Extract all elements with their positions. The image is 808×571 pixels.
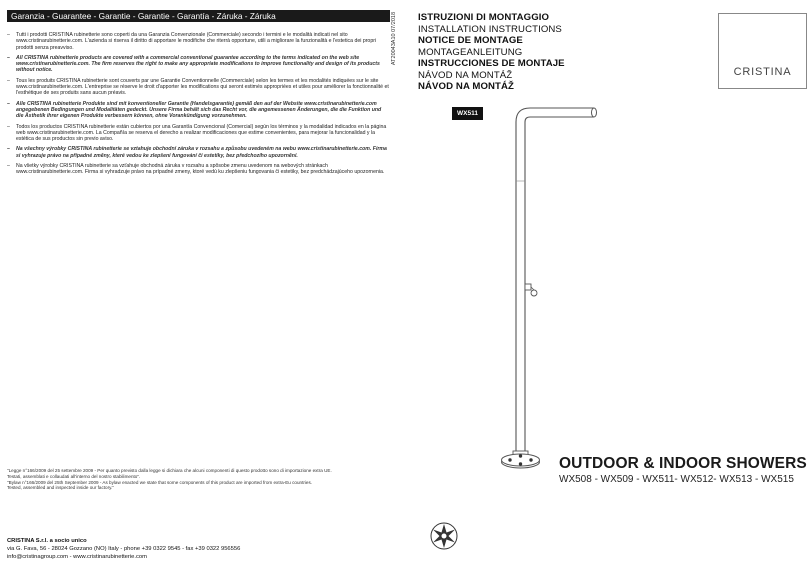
company-name: CRISTINA S.r.l. a socio unico [7,538,87,544]
warranty-paragraph-fr: – Tous les produits CRISTINA rubinetterie sont couverts par une Garantie Conventionnelle (Commerciale) selon les termes et les modalités indiquées sur le site www.cristinarubinetterie.com. L'entreprise se réserve le droit d'apporter les modifications qui seront estimés appropriées et utiles pour améliorer la fonctionnalité et l'esthétique de ses produits sans aucun préavis. [7,78,390,97]
warranty-paragraph-it: – Tutti i prodotti CRISTINA rubinetterie sono coperti da una Garanzia Convenzionale (Commerciale) secondo i termini e le modalità indicati nel sito www.cristinarubinetterie.com. L'azienda si riserva il diritto di apportare le modifiche che riterrà opportune, utili a migliorare la funzionalità e l'estetica dei propri prodotti senza preavviso. [7,32,390,51]
warranty-paragraph-cz: – Na všechny výrobky CRISTINA rubinetterie se vztahuje obchodní záruka v rozsahu a způsobu uvedeném na webu www.cristinarubinetterie.com. Firma si vyhrazuje právo na případné změny, které vedou ke zlepšení fungování či estetiky, bez předchozího upozornění. [7,146,390,159]
title-fr: NOTICE DE MONTAGE [418,35,523,46]
shower-illustration [496,96,606,481]
warranty-paragraphs [7,32,390,180]
star-seal-icon [430,522,458,550]
product-title: OUTDOOR & INDOOR SHOWERS [559,455,807,472]
warranty-paragraph-de: – Alle CRISTINA rubinetterie Produkte sind mit konventioneller Garantie (Handelsgarantie) gemäß den auf der Website www.cristinarubinetterie.com angegebenen Bedingungen und Modalitäten gedeckt. Unsere Firma behält sich das Recht vor, die angemessenen Änderungen, die die Funktion und die Ästhetik ihrer eigenen Produkte verbessern können, ohne Vorankündigung vorzunehmen. [7,101,390,120]
title-cz: NÁVOD NA MONTÁŽ [418,69,513,81]
footnote-line: Tested, assembled and inspected inside our factory." [7,485,115,491]
title-de: MONTAGEANLEITUNG [418,46,523,58]
bylaw-footnote [7,468,390,491]
footnote-line: "Bylaw n°166/2009 del 25th September 2009 - As bylaw enacted we state that some components of this product are imported from extra-Eu countries. [7,479,313,485]
instruction-titles [418,12,565,93]
footnote-line: Testati, assemblati e collaudati all'interno del nostro stabilimento". [7,473,141,479]
title-it: ISTRUZIONI DI MONTAGGIO [418,12,550,23]
product-models: WX508 - WX509 - WX511- WX512- WX513 - WX515 [559,474,794,485]
warranty-paragraph-sk: – Na všetky výrobky CRISTINA rubinetterie sa vzťahuje obchodná záruka v rozsahu a spôsobe zmenu uvedenom na webových stránkach www.cristinarubinetterie.com. Firma si vyhradzuje právo na prípadné zmeny, ktoré vedú ku zlepšeniu fungovania či estetiky, bez predchádzajúceho upozornenia. [7,163,390,176]
warranty-header: Garanzia - Guarantee - Garantie - Garantie - Garantía - Záruka - Záruka [7,10,390,22]
company-web: info@cristinagroup.com - www.cristinarubinetterie.com [7,554,147,560]
company-info [7,537,240,561]
company-address: via G. Fava, 56 - 28024 Gozzano (NO) Italy - phone +39 0322 9545 - fax +39 0322 956556 [7,546,241,552]
brand-logo: CRISTINA [733,66,792,78]
warranty-panel [0,0,392,571]
warranty-paragraph-es: – Todos los productos CRISTINA rubinetterie están cubiertos por una Garantía Convencional (Comercial) según los términos y la modalidad indicados en la página web www.cristinarubinetterie.com. La Compañía se reserva el derecho a realizar modificaciones que estime convenientes, para mejorar la funcionalidad y la estética de sus productos sin previo aviso. [7,124,390,143]
warranty-paragraph-en: – All CRISTINA rubinetterie products are covered with a commercial conventional guarantee according to the terms indicated on the web site www.cristinarubinetterie.com. The firm reserves the right to make any appropriate modifications to improve functionality and design of its products without notice. [7,55,390,74]
title-en: INSTALLATION INSTRUCTIONS [418,23,562,35]
footnote-line: "Legge n°166/2009 del 25 settembre 2009 - Per quanto previsto dalla legge si dichiara che alcuni componenti di questo prodotto sono di importazione extra UE. [7,468,332,473]
document-code: AT20043A10 07/2018 [391,12,397,66]
title-es: INSTRUCCIONES DE MONTAJE [418,58,565,69]
title-sk: NÁVOD NA MONTÁŽ [418,81,515,92]
cover-panel [396,0,808,571]
brand-logo-box [718,13,807,89]
model-tag: WX511 [452,107,483,120]
